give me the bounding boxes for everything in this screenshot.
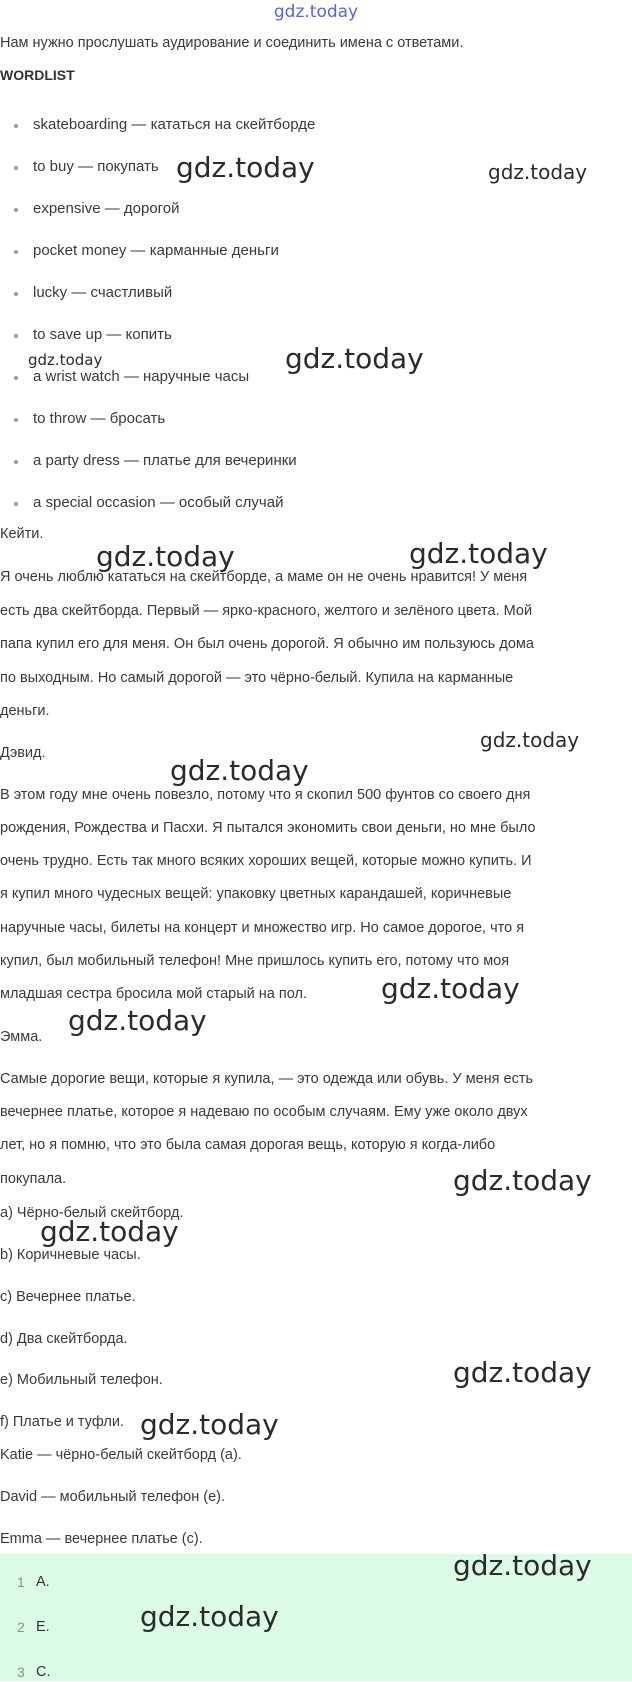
list-item: a special occasion — особый случай xyxy=(33,494,284,511)
answer-number: 3 xyxy=(17,1664,25,1680)
david-text-line: рождения, Рождества и Пасхи. Я пытался экономить свои деньги, но мне было xyxy=(0,820,536,836)
emma-text-line: Самые дорогие вещи, которые я купила, — это одежда или обувь. У меня есть xyxy=(0,1071,534,1087)
watermark: gdz.today xyxy=(480,728,580,752)
watermark: gdz.today xyxy=(140,1600,279,1633)
emma-text-line: покупала. xyxy=(0,1171,67,1187)
david-name: Дэвид. xyxy=(0,745,46,761)
watermark: gdz.today xyxy=(409,537,548,570)
katie-text-line: деньги. xyxy=(0,703,50,719)
bullet-icon xyxy=(14,208,18,212)
match-item: Emma — вечернее платье (c). xyxy=(0,1531,203,1547)
site-logo[interactable]: gdz.today xyxy=(273,2,359,22)
option-item: f) Платье и туфли. xyxy=(0,1414,125,1430)
katie-text-line: папа купил его для меня. Он был очень дорогой. Я обычно им пользуюсь дома xyxy=(0,636,534,652)
bullet-icon xyxy=(14,502,18,506)
katie-name: Кейти. xyxy=(0,526,44,542)
bullet-icon xyxy=(14,166,18,170)
option-item: d) Два скейтборда. xyxy=(0,1331,128,1347)
option-item: b) Коричневые часы. xyxy=(0,1247,141,1263)
watermark: gdz.today xyxy=(96,540,235,573)
list-item: a party dress — платье для вечеринки xyxy=(33,452,297,469)
david-text-line: младшая сестра бросила мой старый на пол. xyxy=(0,986,307,1002)
answer-value: A. xyxy=(36,1574,50,1590)
answer-number: 2 xyxy=(17,1619,25,1635)
watermark: gdz.today xyxy=(140,1408,279,1441)
answer-value: C. xyxy=(36,1664,51,1680)
list-item: to save up — копить xyxy=(33,326,172,343)
david-text-line: В этом году мне очень повезло, потому что я скопил 500 фунтов со своего дня xyxy=(0,787,531,803)
watermark: gdz.today xyxy=(68,1004,207,1037)
bullet-icon xyxy=(14,418,18,422)
bullet-icon xyxy=(14,124,18,128)
emma-text-line: лет, но я помню, что это была самая дорогая вещь, которую я когда-либо xyxy=(0,1137,496,1153)
answer-number: 1 xyxy=(17,1574,25,1590)
watermark: gdz.today xyxy=(453,1164,592,1197)
bullet-icon xyxy=(14,250,18,254)
answer-value: E. xyxy=(36,1619,50,1635)
list-item: to throw — бросать xyxy=(33,410,166,427)
list-item: to buy — покупать xyxy=(33,158,159,175)
list-item: skateboarding — кататься на скейтборде xyxy=(33,116,316,133)
wordlist-heading: WORDLIST xyxy=(0,67,75,83)
watermark: gdz.today xyxy=(453,1356,592,1389)
watermark: gdz.today xyxy=(285,342,424,375)
katie-text-line: по выходным. Но самый дорогой — это чёрно-белый. Купила на карманные xyxy=(0,670,514,686)
david-text-line: очень трудно. Есть так много всяких хороших вещей, которые можно купить. И xyxy=(0,853,532,869)
watermark: gdz.today xyxy=(40,1215,179,1248)
emma-name: Эмма. xyxy=(0,1029,43,1045)
katie-text-line: есть два скейтборда. Первый — ярко-красного, желтого и зелёного цвета. Мой xyxy=(0,603,533,619)
list-item: lucky — счастливый xyxy=(33,284,173,301)
option-item: c) Вечернее платье. xyxy=(0,1289,136,1305)
bullet-icon xyxy=(14,376,18,380)
list-item: pocket money — карманные деньги xyxy=(33,242,279,259)
watermark: gdz.today xyxy=(453,1549,592,1582)
david-text-line: я купил много чудесных вещей: упаковку цветных карандашей, коричневые xyxy=(0,886,512,902)
watermark: gdz.today xyxy=(381,972,520,1005)
list-item: a wrist watch — наручные часы xyxy=(33,368,250,385)
bullet-icon xyxy=(14,460,18,464)
match-item: David — мобильный телефон (e). xyxy=(0,1489,226,1505)
option-item: e) Мобильный телефон. xyxy=(0,1372,163,1388)
watermark: gdz.today xyxy=(488,160,588,184)
katie-text-line: Я очень люблю кататься на скейтборде, а маме он не очень нравится! У меня xyxy=(0,569,528,585)
option-item: a) Чёрно-белый скейтборд. xyxy=(0,1205,184,1221)
bullet-icon xyxy=(14,334,18,338)
intro-text: Нам нужно прослушать аудирование и соединить имена с ответами. xyxy=(0,35,464,51)
bullet-icon xyxy=(14,292,18,296)
match-item: Katie — чёрно-белый скейтборд (a). xyxy=(0,1447,242,1463)
watermark: gdz.today xyxy=(176,151,315,184)
david-text-line: купил, был мобильный телефон! Мне пришлось купить его, потому что моя xyxy=(0,953,510,969)
watermark: gdz.today xyxy=(170,754,309,787)
list-item: expensive — дорогой xyxy=(33,200,180,217)
david-text-line: наручные часы, билеты на концерт и множество игр. Но самое дорогое, что я xyxy=(0,920,525,936)
emma-text-line: вечернее платье, которое я надеваю по особым случаям. Ему уже около двух xyxy=(0,1104,528,1120)
watermark: gdz.today xyxy=(28,351,103,369)
